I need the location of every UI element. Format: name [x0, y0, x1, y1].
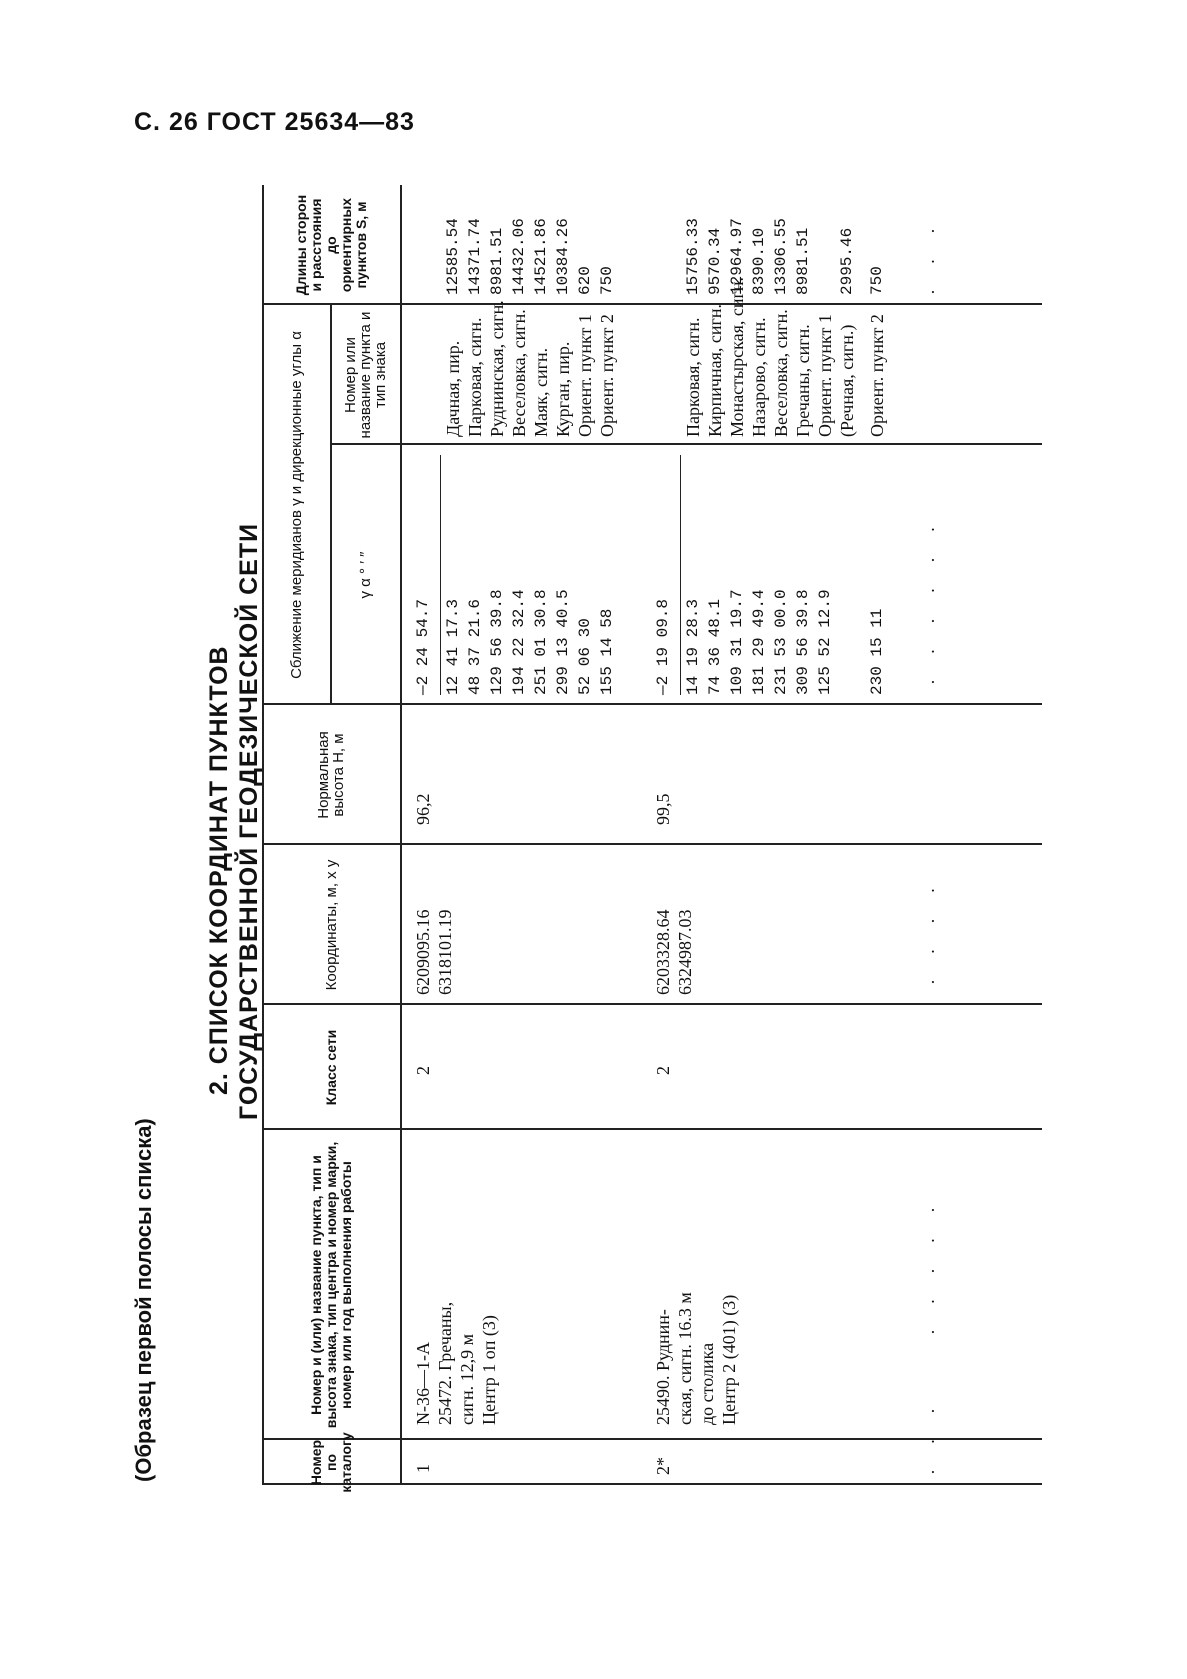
row2-alpha-2: 74 36 48.1	[706, 598, 724, 695]
row2-x: 6203328.64	[653, 909, 673, 995]
row1-alpha-3: 129 56 39.8	[488, 589, 506, 695]
row2-y: 6324987.03	[675, 909, 695, 995]
header-height: Нормальная высота H, м	[315, 731, 347, 819]
header-network-class: Класс сети	[322, 1029, 339, 1106]
row1-target-4: Веселовка, сигн.	[509, 309, 529, 437]
row2-target-8: (Речная, сигн.)	[837, 324, 857, 437]
row2-alpha-6: 309 56 39.8	[794, 589, 812, 695]
row1-dist-3: 8981.51	[488, 227, 506, 295]
row1-dist-7: 620	[576, 266, 594, 295]
row1-catalog-no: 1	[413, 1464, 433, 1473]
row2-name-3: до столика	[697, 1342, 717, 1425]
continuation-dots: · · ·	[923, 1398, 943, 1475]
title-line-1: 2. СПИСОК КООРДИНАТ ПУНКТОВ	[205, 645, 233, 1095]
row1-x: 6209095.16	[413, 909, 433, 995]
page-header: С. 26 ГОСТ 25634—83	[134, 108, 415, 136]
row2-name-1: 25490. Руднин-	[653, 1309, 673, 1425]
row2-name-2: ская, сигн. 16.3 м	[675, 1292, 695, 1425]
row2-target-9: Ориент. пункт 2	[867, 314, 887, 437]
row1-alpha-5: 251 01 30.8	[532, 589, 550, 695]
row2-alpha-7: 125 52 12.9	[816, 589, 834, 695]
row2-name-4: Центр 2 (401) (3)	[719, 1294, 739, 1425]
row1-dist-1: 12585.54	[444, 218, 462, 295]
row1-target-3: Руднинская, сигн.	[487, 300, 507, 437]
row2-target-6: Гречаны, сигн.	[793, 324, 813, 437]
row1-height: 96,2	[413, 793, 433, 825]
row2-alpha-5: 231 53 00.0	[772, 589, 790, 695]
row1-name-4: Центр 1 оп (3)	[479, 1315, 499, 1425]
row1-alpha-6: 299 13 40.5	[554, 589, 572, 695]
header-distances: Длины сторон и расстояния до ориентирных пунктов S, м	[292, 194, 369, 296]
row2-alpha-9: 230 15 11	[868, 608, 886, 695]
header-coordinates: Координаты, м, x y	[322, 859, 340, 991]
header-target-point: Номер или название пункта и тип знака	[341, 311, 389, 439]
continuation-dots: · · · ·	[923, 877, 943, 985]
row1-target-1: Дачная, пир.	[443, 340, 463, 437]
row1-dist-6: 10384.26	[554, 218, 572, 295]
row2-dist-1: 15756.33	[684, 218, 702, 295]
row1-dist-2: 14371.74	[466, 218, 484, 295]
row2-target-7: Ориент. пункт 1	[815, 314, 835, 437]
row1-alpha-8: 155 14 58	[598, 608, 616, 695]
row2-alpha-3: 109 31 19.7	[728, 589, 746, 695]
row2-class: 2	[653, 1066, 673, 1075]
row2-target-2: Кирпичная, сигн.	[705, 304, 725, 437]
row1-class: 2	[413, 1066, 433, 1075]
row1-alpha-7: 52 06 30	[576, 618, 594, 695]
row1-y: 6318101.19	[435, 909, 455, 995]
row2-target-5: Веселовка, сигн.	[771, 309, 791, 437]
row1-dist-4: 14432.06	[510, 218, 528, 295]
row1-target-7: Ориент. пункт 1	[575, 314, 595, 437]
row2-dist-3: 12964.97	[728, 218, 746, 295]
continuation-dots: · · · · · ·	[923, 516, 943, 685]
row1-dist-5: 14521.86	[532, 218, 550, 295]
row2-target-1: Парковая, сигн.	[683, 317, 703, 437]
row1-name-3: сигн. 12,9 м	[457, 1333, 477, 1425]
continuation-dots: · · ·	[923, 218, 943, 295]
row1-alpha-2: 48 37 21.6	[466, 598, 484, 695]
row1-gamma: —2 24 54.7	[414, 598, 432, 695]
continuation-dots: · · · · ·	[923, 1197, 943, 1335]
row1-target-6: Курган, пир.	[553, 341, 573, 437]
row1-alpha-1: 12 41 17.3	[444, 598, 462, 695]
row2-dist-9: 750	[868, 266, 886, 295]
coordinates-table	[262, 185, 1042, 1493]
header-catalog-no: Номер по каталогу	[307, 1432, 354, 1493]
row2-target-3: Монастырская, сигн.	[727, 277, 747, 437]
row2-dist-6: 8981.51	[794, 227, 812, 295]
row2-alpha-4: 181 29 49.4	[750, 589, 768, 695]
row1-target-8: Ориент. пункт 2	[597, 314, 617, 437]
row2-target-4: Назарово, сигн.	[749, 317, 769, 437]
row1-dist-8: 750	[598, 266, 616, 295]
row1-name-2: 25472. Гречаны,	[435, 1301, 455, 1425]
row2-catalog-no: 2*	[653, 1457, 673, 1475]
row2-dist-4: 8390.10	[750, 227, 768, 295]
row1-target-2: Парковая, сигн.	[465, 317, 485, 437]
row1-name-1: N-36—1-А	[413, 1342, 433, 1425]
row2-dist-2: 9570.34	[706, 227, 724, 295]
row2-height: 99,5	[653, 793, 673, 825]
header-convergence: Сближение меридианов γ и дирекционные углы α	[287, 331, 305, 679]
row2-alpha-1: 14 19 28.3	[684, 598, 702, 695]
title-line-2: ГОСУДАРСТВЕННОЙ ГЕОДЕЗИЧЕСКОЙ СЕТИ	[235, 522, 263, 1120]
row1-alpha-4: 194 22 32.4	[510, 589, 528, 695]
row2-dist-8: 2995.46	[838, 227, 856, 295]
row2-gamma: —2 19 09.8	[654, 598, 672, 695]
row1-target-5: Маяк, сигн.	[531, 347, 551, 437]
header-angles: γ α ° ′ ″	[356, 551, 374, 599]
sample-note: (Образец первой полосы списка)	[131, 1118, 156, 1482]
row2-dist-5: 13306.55	[772, 218, 790, 295]
header-point-name: Номер и (или) название пункта, тип и высота знака, тип центра и номер марки, номер или год выполнения работы	[307, 1141, 354, 1429]
